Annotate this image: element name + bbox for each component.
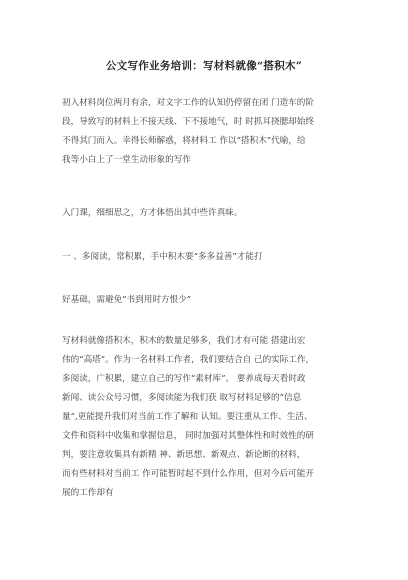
text-line: 新闻、读公众号习惯，多阅读能为我们获 取写材料足够的“信息 [62,393,302,403]
text-line: 初入材料岗位两月有余，对文字工作的认知仍停留在闭 门造车的阶 [62,98,314,108]
paragraph-heading-continuation [62,291,352,310]
section-heading-1 [62,248,352,267]
paragraph-continuation [62,204,352,223]
text-line: 量”,更能提升我们对当前工作了解和 认知。要注重从工作、生活、 [62,412,313,422]
text-line: 而有些材料对当前工 作可能暂时起不到什么作用，但对今后可能开 [62,469,314,479]
document-title: 公文写作业务培训：写材料就像“搭积木” [105,60,303,72]
text-line: 好基础，需避免“书到用时方恨少” [62,295,192,305]
text-line: 写材料就像搭积木，积木的数量足够多，我们才有可能 搭建出宏 [62,336,306,346]
text-line: 展的工作却有 [62,488,114,498]
text-line: 段，导致写的材料上不接天线、下不接地气，时 时抓耳挠腮却始终 [62,117,314,127]
paragraph-body [62,332,352,503]
text-line: 判，要注意收集具有新精 神、新思想、新观点、新论断的材料， [62,450,306,460]
paragraph-intro [62,94,352,170]
text-line: 入门课，细细思之，方才体悟出其中些许真味。 [62,208,243,218]
text-line: 我等小白上了一堂生动形象的写作 [62,155,191,165]
text-line: 一 、多阅读，常积累，手中积木要“多多益善”才能打 [62,252,263,262]
text-line: 文件和资料中收集和掌握信息， 同时加强对其整体性和时效性的研 [62,431,314,441]
text-line: 多阅读，广积累，建立自己的写作“素材库”。 要养成每天看时政 [62,374,306,384]
text-line: 不得其门而入。幸得长师解惑，将材料工 作以“搭积木”代喻，给 [62,136,306,146]
text-line: 伟的“高塔”。作为一名材料工作者，我们要结合自 己的实际工作， [62,355,315,365]
